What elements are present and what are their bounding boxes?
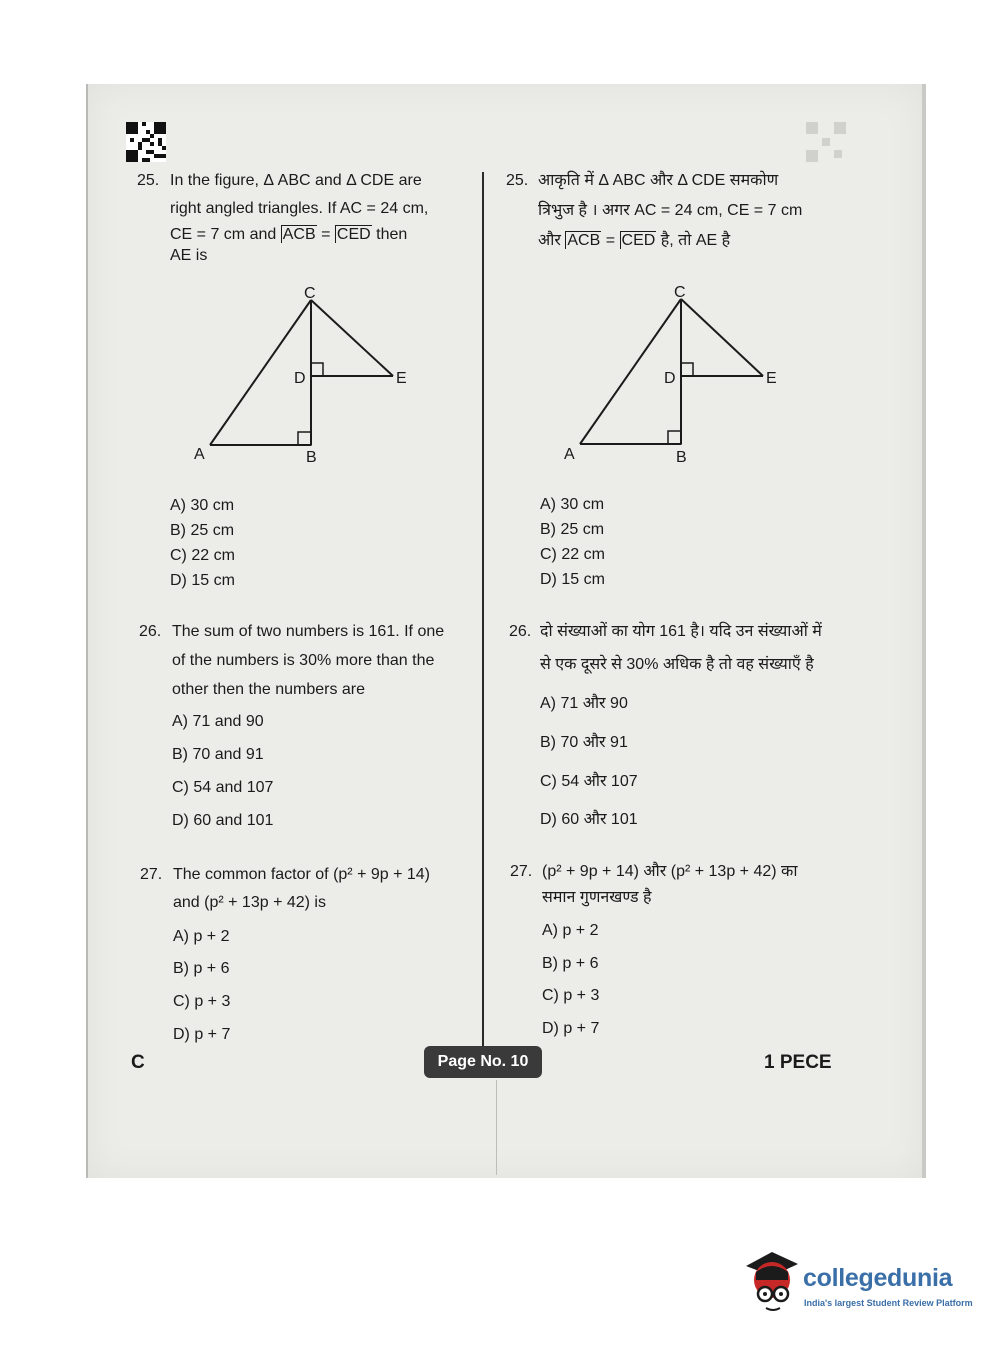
q25-en-line1: In the figure, Δ ABC and Δ CDE are (170, 172, 422, 189)
q25-hi-number: 25. (506, 172, 529, 189)
q25-hi-angle-ced: CED (621, 232, 656, 249)
q26-hi-option-d: D) 60 और 101 (540, 811, 638, 828)
q26-hi-option-b: B) 70 और 91 (540, 734, 628, 751)
fold-line (496, 1080, 497, 1175)
q25-hi-option-b: B) 25 cm (540, 521, 605, 538)
q27-en-option-c: C) p + 3 (173, 993, 231, 1010)
q26-hi-number: 26. (509, 623, 532, 640)
q25-hi-line3-start: और (538, 232, 561, 249)
q25-en-option-d: D) 15 cm (170, 572, 235, 589)
fig-en-label-a: A (194, 446, 205, 463)
q27-hi-number: 27. (510, 863, 533, 880)
q27-hi-option-a: A) p + 2 (542, 922, 599, 939)
q25-en-line3-end: then (376, 226, 408, 243)
page-number-badge: Page No. 10 (424, 1046, 542, 1078)
fig-en-label-c: C (304, 285, 316, 302)
q25-en-angle-ced: CED (336, 226, 371, 243)
q25-en-line3-start: CE = 7 cm and (170, 226, 277, 243)
q27-en-option-b: B) p + 6 (173, 960, 230, 977)
q25-en-option-c: C) 22 cm (170, 547, 235, 564)
q27-en-option-d: D) p + 7 (173, 1026, 231, 1043)
q26-hi-option-a: A) 71 और 90 (540, 695, 628, 712)
q25-en-line4: AE is (170, 247, 208, 264)
q25-en-option-a: A) 30 cm (170, 497, 235, 514)
q25-en-line2: right angled triangles. If AC = 24 cm, (170, 200, 429, 217)
q25-hi-option-d: D) 15 cm (540, 571, 605, 588)
q27-hi-line2: समान गुणनखण्ड है (542, 889, 652, 906)
fig-hi-label-c: C (674, 284, 686, 301)
fig-en-label-b: B (306, 449, 317, 466)
q25-en-equals: = (321, 226, 331, 243)
q26-en-line2: of the numbers is 30% more than the (172, 652, 435, 669)
q25-hi-angle-acb: ACB (567, 232, 601, 249)
fig-hi-label-a: A (564, 446, 575, 463)
q26-en-option-c: C) 54 and 107 (172, 779, 274, 796)
q25-hi-line3-end: है, तो AE है (660, 232, 731, 249)
q25-en-angle-acb: ACB (282, 226, 316, 243)
q25-hi-line2: त्रिभुज है । अगर AC = 24 cm, CE = 7 cm (538, 202, 803, 219)
q25-hi-line1: आकृति में Δ ABC और Δ CDE समकोण (538, 172, 779, 189)
q26-en-option-d: D) 60 and 101 (172, 812, 274, 829)
q26-en-option-b: B) 70 and 91 (172, 746, 264, 763)
q26-hi-line1: दो संख्याओं का योग 161 है। यदि उन संख्याओं में (540, 623, 822, 640)
q27-hi-option-b: B) p + 6 (542, 955, 599, 972)
brand-tagline: India's largest Student Review Platform (804, 1298, 973, 1308)
q25-hi-option-c: C) 22 cm (540, 546, 605, 563)
q27-hi-line1: (p² + 9p + 14) और (p² + 13p + 42) का (542, 863, 798, 880)
qr-code-ghost-icon (806, 122, 846, 162)
q26-en-option-a: A) 71 and 90 (172, 713, 264, 730)
fig-en-label-e: E (396, 370, 407, 387)
q25-hi-line3 (538, 231, 730, 251)
qr-code-icon (126, 122, 166, 162)
q26-hi-option-c: C) 54 और 107 (540, 773, 638, 790)
q26-en-line1: The sum of two numbers is 161. If one (172, 623, 445, 640)
q25-en-triangle-figure (190, 280, 420, 470)
q25-en-option-b: B) 25 cm (170, 522, 235, 539)
q25-hi-triangle-figure (560, 280, 790, 470)
booklet-series: C (131, 1052, 145, 1073)
column-divider (482, 172, 484, 1064)
q25-hi-option-a: A) 30 cm (540, 496, 605, 513)
q26-en-line3: other then the numbers are (172, 681, 366, 698)
fig-hi-label-b: B (676, 449, 687, 466)
q26-en-number: 26. (139, 623, 162, 640)
q27-hi-option-d: D) p + 7 (542, 1020, 600, 1037)
fig-hi-label-d: D (664, 370, 676, 387)
fig-hi-label-e: E (766, 370, 777, 387)
q26-hi-line2: से एक दूसरे से 30% अधिक है तो वह संख्याएँ है (540, 656, 814, 673)
q25-en-line3 (170, 225, 407, 245)
q25-en-number: 25. (137, 172, 160, 189)
q27-hi-option-c: C) p + 3 (542, 987, 600, 1004)
q27-en-option-a: A) p + 2 (173, 928, 230, 945)
paper-code: 1 PECE (764, 1052, 832, 1073)
brand-name: collegedunia (803, 1264, 953, 1292)
q27-en-number: 27. (140, 866, 163, 883)
fig-en-label-d: D (294, 370, 306, 387)
q27-en-line1: The common factor of (p² + 9p + 14) (173, 866, 431, 883)
q25-hi-equals: = (605, 232, 616, 249)
q27-en-line2: and (p² + 13p + 42) is (173, 894, 326, 911)
